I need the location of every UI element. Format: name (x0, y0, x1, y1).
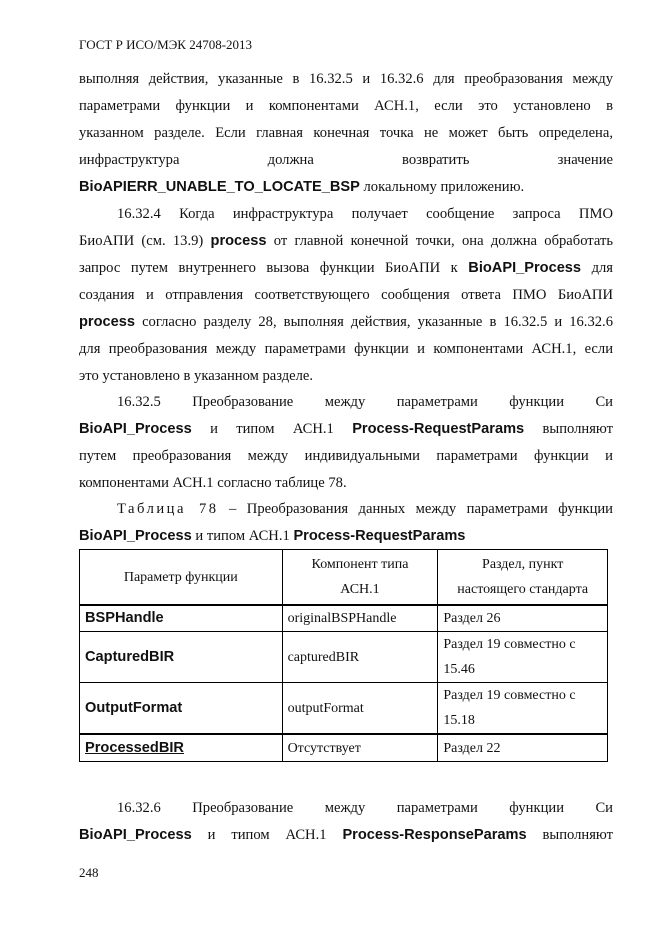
document-header: ГОСТ Р ИСО/МЭК 24708-2013 (79, 37, 253, 52)
text-line (79, 523, 613, 550)
paragraph-1 (79, 66, 613, 201)
component-cell: Отсутствует (282, 734, 438, 762)
section-text: 15.18 (443, 713, 475, 728)
table-caption (79, 496, 613, 550)
param-cell (80, 734, 283, 762)
text-span: выполняют (526, 827, 613, 843)
header-cell (282, 550, 438, 606)
section-text: Раздел 19 совместно с (443, 637, 576, 652)
code-type: Process-RequestParams (293, 528, 466, 544)
param-cell: OutputFormat (80, 683, 283, 735)
page-number: 248 (79, 865, 99, 880)
text-line: для преобразования между параметрами функции и компонентами АСН.1, если (79, 341, 613, 357)
text-line (79, 174, 613, 201)
text-line: инфраструктура должна возвратить значение (79, 152, 613, 168)
header-text: Раздел, пункт (482, 557, 564, 572)
header-text: АСН.1 (340, 582, 380, 597)
code-type: Process-RequestParams (352, 421, 525, 437)
param-cell: CapturedBIR (80, 632, 283, 683)
header-text: Компонент типа (311, 557, 409, 572)
code-function: BioAPI_Process (79, 421, 192, 437)
text-line: компонентами АСН.1 согласно таблице 78. (79, 475, 347, 491)
text-span: и типом АСН.1 (191, 421, 353, 437)
section-cell: Раздел 22 (438, 734, 608, 762)
text-line (79, 822, 613, 849)
text-line: путем преобразования между индивидуальными параметрами функции и (79, 448, 613, 464)
paragraph-3 (79, 389, 613, 497)
paragraph-2 (79, 201, 613, 390)
table-header-row (80, 550, 608, 606)
code-process: process (79, 314, 135, 330)
section-text: Раздел 19 совместно с (443, 688, 576, 703)
section-text: 15.46 (443, 662, 475, 677)
text-span: БиоАПИ (см. 13.9) (79, 233, 211, 249)
code-type: Process-ResponseParams (342, 827, 527, 843)
text-line (79, 228, 613, 255)
error-code: BioAPIERR_UNABLE_TO_LOCATE_BSP (79, 179, 360, 195)
text-span: выполняют (524, 421, 613, 437)
text-line: указанном разделе. Если главная конечная точка не может быть определена, (79, 125, 613, 141)
table-label: Таблица 78 (117, 501, 219, 517)
text-line: параметрами функции и компонентами АСН.1, если это установлено в (79, 98, 613, 114)
text-span: локальному приложению. (359, 179, 525, 195)
text-span: для (581, 260, 613, 276)
text-span: и типом АСН.1 (191, 528, 294, 544)
component-cell: capturedBIR (282, 632, 438, 683)
header-text: настоящего стандарта (457, 582, 589, 597)
text-line: это установлено в указанном разделе. (79, 368, 314, 384)
section-cell: Раздел 26 (438, 605, 608, 632)
header-cell (438, 550, 608, 606)
text-line (79, 416, 613, 443)
table-row (80, 683, 608, 735)
param-name: ProcessedBIR (85, 739, 184, 756)
text-line: 16.32.5 Преобразование между параметрами функции Си (117, 394, 613, 410)
header-cell: Параметр функции (80, 550, 283, 606)
paragraph-4 (79, 795, 613, 849)
section-cell (438, 683, 608, 735)
code-process: process (210, 233, 267, 249)
param-cell: BSPHandle (80, 605, 283, 632)
text-span: запрос путем внутреннего вызова функции БиоАПИ к (79, 260, 469, 276)
mapping-table (79, 549, 608, 762)
component-cell: outputFormat (282, 683, 438, 735)
table-row (80, 632, 608, 683)
text-span: согласно разделу 28, выполняя действия, указанные в 16.32.5 и 16.32.6 (134, 314, 613, 330)
text-line (79, 255, 613, 282)
text-span: – Преобразования данных между параметрами функции (218, 501, 613, 517)
text-line: 16.32.4 Когда инфраструктура получает сообщение запроса ПМО (117, 206, 613, 222)
section-cell (438, 632, 608, 683)
component-cell: originalBSPHandle (282, 605, 438, 632)
table-row (80, 605, 608, 632)
text-span: и типом АСН.1 (191, 827, 343, 843)
code-function: BioAPI_Process (468, 260, 582, 276)
text-span: от главной конечной точки, она должна обработать (266, 233, 613, 249)
table-row (80, 734, 608, 762)
text-line (79, 309, 613, 336)
text-line: выполняя действия, указанные в 16.32.5 и 16.32.6 для преобразования между (79, 71, 613, 87)
text-line: создания и отправления соответствующего сообщения ответа ПМО БиоАПИ (79, 287, 613, 303)
text-line: 16.32.6 Преобразование между параметрами функции Си (117, 800, 613, 816)
text-line (79, 496, 613, 523)
code-function: BioAPI_Process (79, 528, 192, 544)
code-function: BioAPI_Process (79, 827, 192, 843)
